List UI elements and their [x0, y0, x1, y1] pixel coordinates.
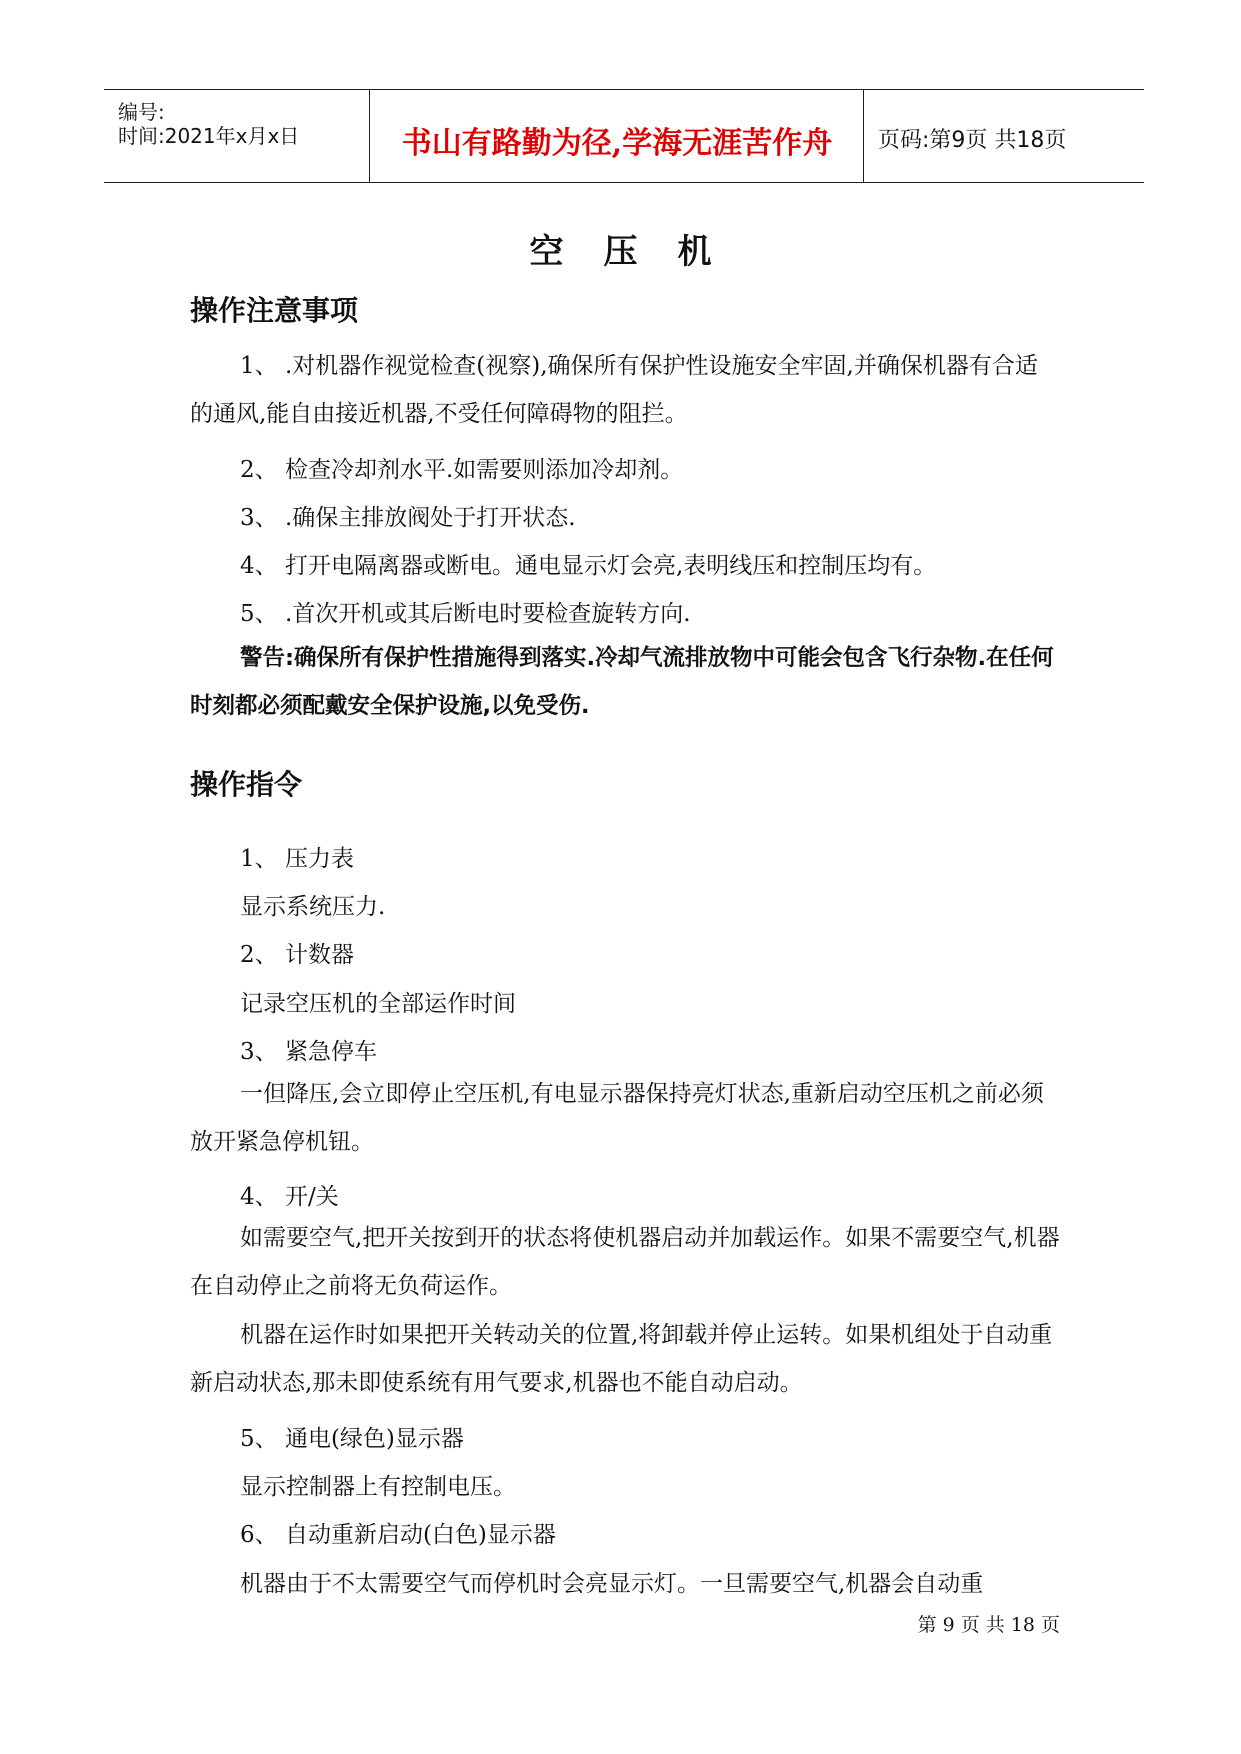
section-heading-precautions: 操作注意事项 — [190, 294, 359, 327]
instruction-4-text-1: 如需要空气,把开关按到开的状态将使机器启动并加载运作。如果不需要空气,机器在自动停止之前将无负荷运作。 — [190, 1225, 1060, 1299]
header-page-info: 页码:第9页 共18页 — [878, 128, 1067, 153]
header-page-cell — [864, 90, 1144, 182]
header-motto: 书山有路勤为径,学海无涯苦作舟 — [401, 126, 833, 161]
header-info-cell — [104, 90, 370, 182]
instruction-2-title: 2、 计数器 — [240, 942, 354, 968]
precaution-item-5: 5、 .首次开机或其后断电时要检查旋转方向. — [240, 601, 691, 627]
page-title: 空压机 — [529, 232, 752, 272]
document-number-label: 编号: — [118, 100, 165, 124]
precaution-item-2: 2、 检查冷却剂水平.如需要则添加冷却剂。 — [240, 457, 684, 483]
header-motto-cell — [370, 90, 864, 182]
instruction-5-title: 5、 通电(绿色)显示器 — [240, 1426, 464, 1452]
instruction-6-text: 机器由于不太需要空气而停机时会亮显示灯。一旦需要空气,机器会自动重 — [240, 1571, 984, 1597]
section-heading-instructions: 操作指令 — [190, 768, 303, 801]
instruction-5-text: 显示控制器上有控制电压。 — [240, 1474, 516, 1500]
instruction-6-title: 6、 自动重新启动(白色)显示器 — [240, 1522, 556, 1548]
precaution-item-4: 4、 打开电隔离器或断电。通电显示灯会亮,表明线压和控制压均有。 — [240, 553, 937, 579]
instruction-2-text: 记录空压机的全部运作时间 — [240, 991, 516, 1017]
precaution-item-3: 3、 .确保主排放阀处于打开状态. — [240, 505, 576, 531]
instruction-4-text-2: 机器在运作时如果把开关转动关的位置,将卸载并停止运转。如果机组处于自动重新启动状态,那未即使系统有用气要求,机器也不能自动启动。 — [190, 1322, 1053, 1396]
precaution-item-1: 1、 .对机器作视觉检查(视察),确保所有保护性设施安全牢固,并确保机器有合适的通风,能自由接近机器,不受任何障碍物的阻拦。 — [190, 353, 1038, 427]
instruction-1-title: 1、 压力表 — [240, 846, 354, 872]
instruction-3-title: 3、 紧急停车 — [240, 1039, 377, 1065]
safety-warning: 警告:确保所有保护性措施得到落实.冷却气流排放物中可能会包含飞行杂物.在任何时刻都必须配戴安全保护设施,以免受伤. — [190, 645, 1054, 719]
page-header — [104, 89, 1144, 183]
document-time-label: 时间:2021年x月x日 — [118, 124, 300, 148]
instruction-1-text: 显示系统压力. — [240, 894, 386, 920]
page-footer: 第 9 页 共 18 页 — [917, 1614, 1060, 1636]
instruction-3-text: 一但降压,会立即停止空压机,有电显示器保持亮灯状态,重新启动空压机之前必须放开紧急停机钮。 — [190, 1081, 1044, 1155]
instruction-4-title: 4、 开/关 — [240, 1184, 339, 1210]
